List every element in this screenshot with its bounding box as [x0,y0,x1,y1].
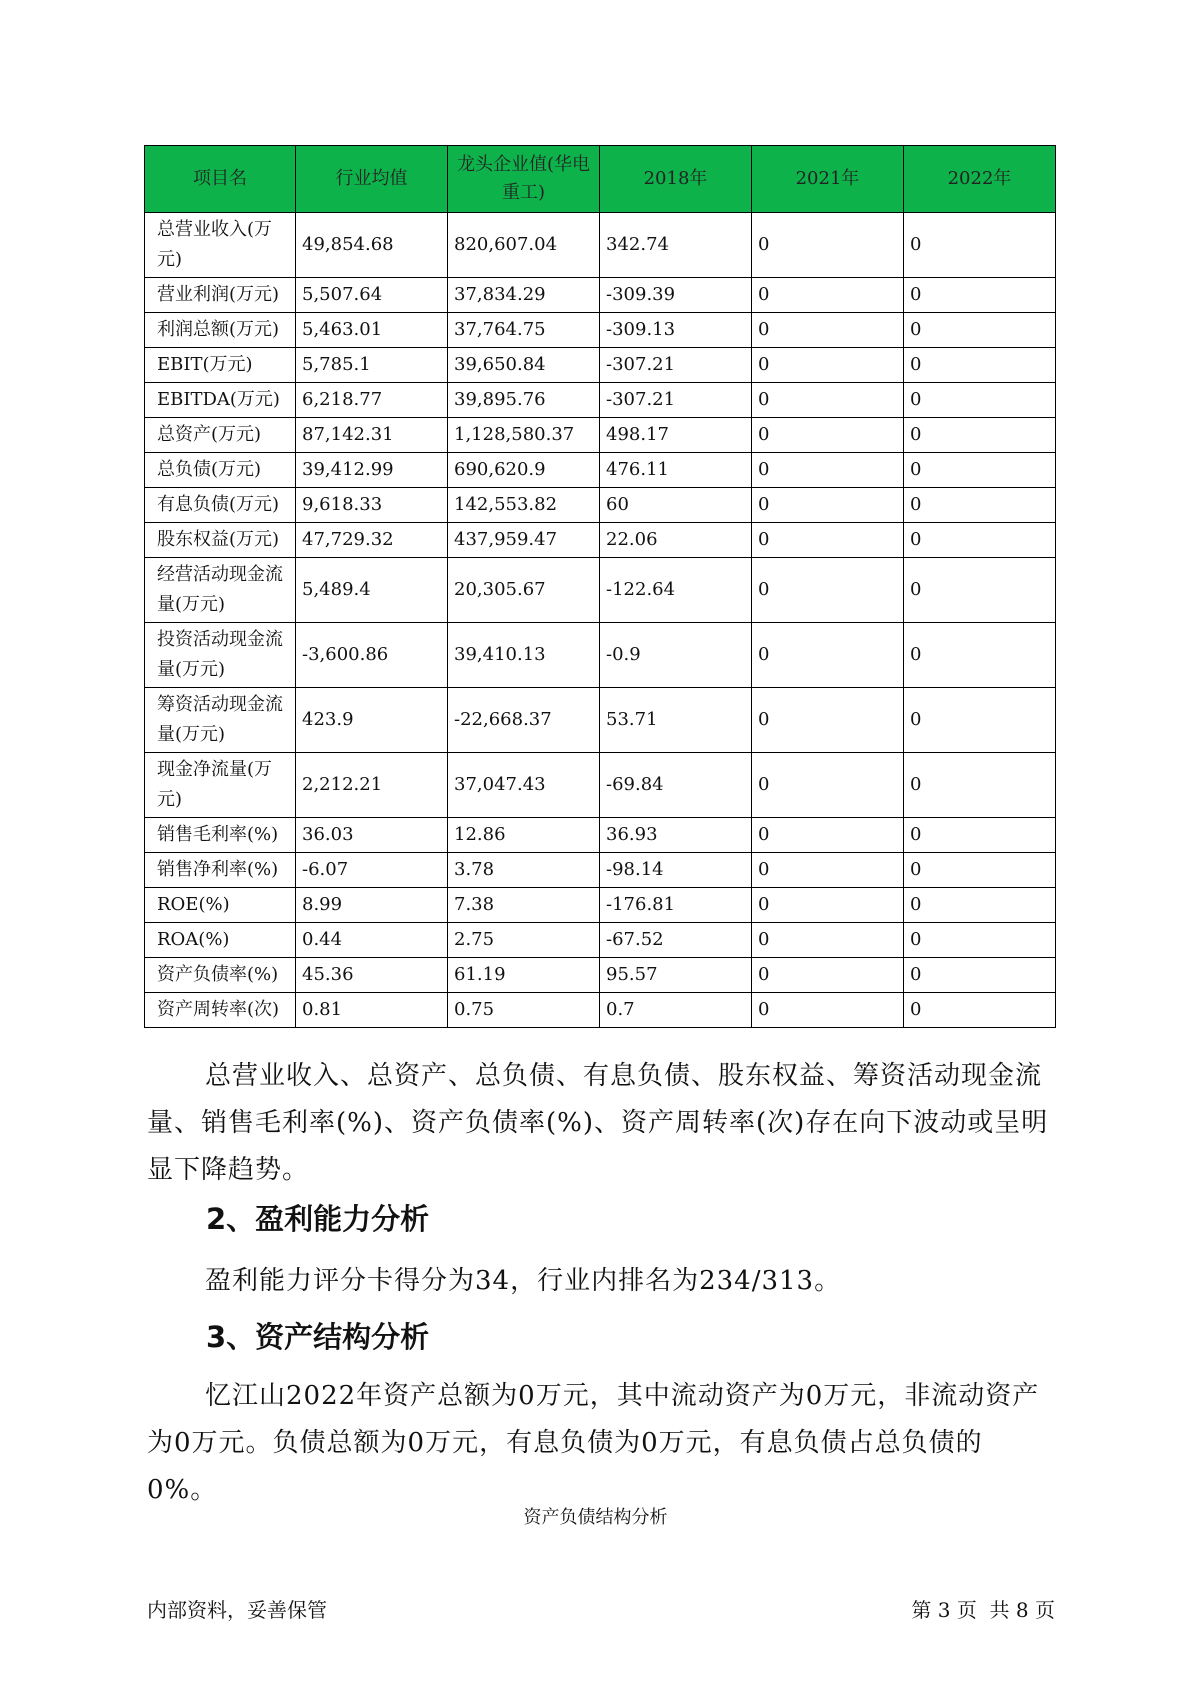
footer-confidential-note: 内部资料，妥善保管 [147,1598,327,1622]
value-cell: 39,410.13 [448,623,600,688]
asset-structure-paragraph: 忆江山2022年资产总额为0万元，其中流动资产为0万元，非流动资产为0万元。负债总额为0万元，有息负债为0万元，有息负债占总负债的0%。 [147,1381,1040,1505]
section-heading-profitability: 2、盈利能力分析 [206,1202,430,1236]
table-row [145,278,1056,313]
value-cell: 0 [752,488,904,523]
value-cell: 45.36 [296,958,448,993]
value-cell: 0 [752,818,904,853]
value-cell: 37,764.75 [448,313,600,348]
value-cell: 0.75 [448,993,600,1028]
header-cell: 行业均值 [296,146,448,213]
row-label-cell: EBITDA(万元) [145,383,296,418]
value-cell: -6.07 [296,853,448,888]
value-cell: 0 [904,278,1056,313]
value-cell: 0 [752,623,904,688]
value-cell: 37,834.29 [448,278,600,313]
value-cell: 6,218.77 [296,383,448,418]
value-cell: 0 [752,853,904,888]
value-cell: 690,620.9 [448,453,600,488]
value-cell: 0 [752,993,904,1028]
value-cell: 476.11 [600,453,752,488]
row-label-cell: 总资产(万元) [145,418,296,453]
table-row [145,213,1056,278]
table-row [145,853,1056,888]
header-cell: 项目名 [145,146,296,213]
value-cell: 0 [904,488,1056,523]
header-cell: 2021年 [752,146,904,213]
value-cell: -67.52 [600,923,752,958]
header-cell: 龙头企业值(华电重工) [448,146,600,213]
value-cell: 36.93 [600,818,752,853]
value-cell: 1,128,580.37 [448,418,600,453]
value-cell: 95.57 [600,958,752,993]
table-row [145,313,1056,348]
table-row [145,523,1056,558]
value-cell: 37,047.43 [448,753,600,818]
value-cell: 0 [904,623,1056,688]
value-cell: -176.81 [600,888,752,923]
value-cell: 0 [904,853,1056,888]
table-header-row [145,146,1056,213]
trend-summary-paragraph: 总营业收入、总资产、总负债、有息负债、股东权益、筹资活动现金流量、销售毛利率(%)、资产负债率(%)、资产周转率(次)存在向下波动或呈明显下降趋势。 [147,1061,1049,1185]
section-heading-asset-structure: 3、资产结构分析 [206,1320,430,1354]
value-cell: 0 [904,383,1056,418]
value-cell: -98.14 [600,853,752,888]
row-label-cell: EBIT(万元) [145,348,296,383]
value-cell: 61.19 [448,958,600,993]
value-cell: 39,650.84 [448,348,600,383]
table-row [145,923,1056,958]
value-cell: 437,959.47 [448,523,600,558]
row-label-cell: 现金净流量(万元) [145,753,296,818]
table-row [145,348,1056,383]
row-label-cell: 利润总额(万元) [145,313,296,348]
row-label-cell: 投资活动现金流量(万元) [145,623,296,688]
value-cell: 5,489.4 [296,558,448,623]
value-cell: 0 [904,818,1056,853]
table-row [145,888,1056,923]
value-cell: 0 [904,688,1056,753]
value-cell: 0 [752,348,904,383]
chart-caption: 资产负债结构分析 [523,1507,668,1528]
header-cell: 2018年 [600,146,752,213]
value-cell: 0 [904,753,1056,818]
value-cell: 0 [752,558,904,623]
value-cell: 36.03 [296,818,448,853]
value-cell: 22.06 [600,523,752,558]
value-cell: 0 [752,753,904,818]
row-label-cell: 经营活动现金流量(万元) [145,558,296,623]
value-cell: -309.13 [600,313,752,348]
value-cell: 498.17 [600,418,752,453]
value-cell: 0 [904,923,1056,958]
value-cell: 60 [600,488,752,523]
value-cell: 820,607.04 [448,213,600,278]
value-cell: 2,212.21 [296,753,448,818]
value-cell: -0.9 [600,623,752,688]
row-label-cell: 资产周转率(次) [145,993,296,1028]
value-cell: 7.38 [448,888,600,923]
value-cell: 0 [904,888,1056,923]
table-row [145,688,1056,753]
value-cell: 0 [904,958,1056,993]
value-cell: 39,895.76 [448,383,600,418]
value-cell: 0 [904,213,1056,278]
value-cell: 0 [752,958,904,993]
row-label-cell: ROA(%) [145,923,296,958]
value-cell: 2.75 [448,923,600,958]
value-cell: -309.39 [600,278,752,313]
value-cell: 0.44 [296,923,448,958]
table-row [145,818,1056,853]
table-row [145,958,1056,993]
financial-comparison-table [144,145,1056,1028]
value-cell: 53.71 [600,688,752,753]
value-cell: 0 [752,418,904,453]
value-cell: 0.81 [296,993,448,1028]
row-label-cell: 总营业收入(万元) [145,213,296,278]
value-cell: 0 [752,923,904,958]
value-cell: 0 [752,313,904,348]
value-cell: 0 [904,418,1056,453]
value-cell: 0 [904,348,1056,383]
value-cell: 0 [904,523,1056,558]
value-cell: 0 [752,688,904,753]
row-label-cell: 营业利润(万元) [145,278,296,313]
table-row [145,753,1056,818]
profitability-paragraph: 盈利能力评分卡得分为34，行业内排名为234/313。 [205,1266,842,1296]
row-label-cell: 筹资活动现金流量(万元) [145,688,296,753]
table-row [145,488,1056,523]
table-row [145,383,1056,418]
row-label-cell: 资产负债率(%) [145,958,296,993]
value-cell: 0 [752,278,904,313]
value-cell: 5,463.01 [296,313,448,348]
footer-page-number: 第 3 页 共 8 页 [911,1598,1055,1622]
value-cell: 9,618.33 [296,488,448,523]
row-label-cell: ROE(%) [145,888,296,923]
value-cell: 0 [752,213,904,278]
header-cell: 2022年 [904,146,1056,213]
row-label-cell: 销售净利率(%) [145,853,296,888]
row-label-cell: 有息负债(万元) [145,488,296,523]
value-cell: 0 [904,558,1056,623]
row-label-cell: 销售毛利率(%) [145,818,296,853]
value-cell: -22,668.37 [448,688,600,753]
value-cell: 423.9 [296,688,448,753]
value-cell: 47,729.32 [296,523,448,558]
value-cell: 12.86 [448,818,600,853]
value-cell: -307.21 [600,383,752,418]
value-cell: -3,600.86 [296,623,448,688]
value-cell: -307.21 [600,348,752,383]
table-row [145,453,1056,488]
value-cell: 0 [752,453,904,488]
row-label-cell: 股东权益(万元) [145,523,296,558]
value-cell: 0 [904,313,1056,348]
row-label-cell: 总负债(万元) [145,453,296,488]
value-cell: 0 [752,523,904,558]
table-row [145,623,1056,688]
value-cell: 0 [752,888,904,923]
value-cell: 0 [904,453,1056,488]
value-cell: 142,553.82 [448,488,600,523]
table-body [145,213,1056,1028]
value-cell: 49,854.68 [296,213,448,278]
value-cell: -69.84 [600,753,752,818]
value-cell: 5,507.64 [296,278,448,313]
table-row [145,993,1056,1028]
value-cell: 8.99 [296,888,448,923]
value-cell: 0 [904,993,1056,1028]
value-cell: 0 [752,383,904,418]
table-row [145,418,1056,453]
value-cell: 3.78 [448,853,600,888]
table-row [145,558,1056,623]
value-cell: 20,305.67 [448,558,600,623]
value-cell: -122.64 [600,558,752,623]
value-cell: 87,142.31 [296,418,448,453]
value-cell: 342.74 [600,213,752,278]
value-cell: 5,785.1 [296,348,448,383]
value-cell: 0.7 [600,993,752,1028]
value-cell: 39,412.99 [296,453,448,488]
